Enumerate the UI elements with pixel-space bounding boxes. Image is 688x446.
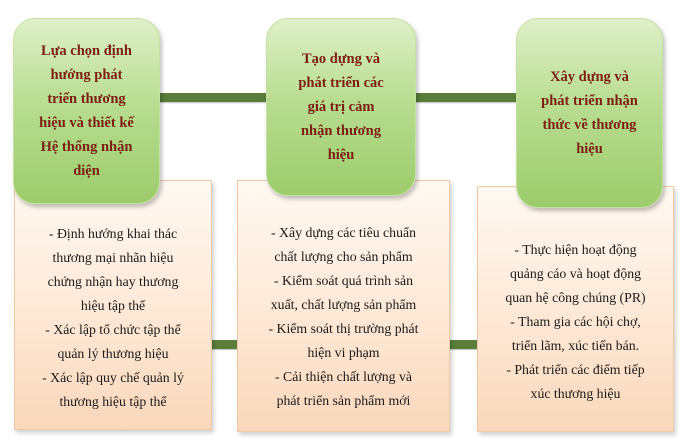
step-2-details-box xyxy=(237,180,450,432)
step-3-details: - Thực hiện hoạt động quảng cáo và hoạt động quan hệ công chúng (PR) - Tham gia các hội chợ, triển lãm, xúc tiến bán. - Phát triển các điểm tiếp xúc thương hiệu xyxy=(505,242,646,401)
top-connector-right xyxy=(400,93,530,102)
step-1-header xyxy=(13,18,160,204)
step-2-details: - Xây dựng các tiêu chuẩn chất lượng cho sản phẩm - Kiểm soát quá trình sản xuất, chất lượng sản phẩm - Kiểm soát thị trường phát hiện vi phạm - Cải thiện chất lượng và phát triển sản phẩm mới xyxy=(268,225,419,408)
step-3-title: Xây dựng và phát triển nhận thức về thương hiệu xyxy=(541,69,638,157)
step-3-details-box xyxy=(477,186,674,432)
step-2-title: Tạo dựng và phát triển các giá trị cảm nhận thương hiệu xyxy=(298,51,384,163)
step-1-title: Lựa chọn định hướng phát triển thương hiệu và thiết kế Hệ thống nhận diện xyxy=(39,43,134,179)
top-connector-left xyxy=(150,93,280,102)
step-1-details-box xyxy=(14,180,212,430)
step-2-header xyxy=(266,18,416,196)
step-3-header xyxy=(516,18,663,208)
step-1-details: - Định hướng khai thác thương mại nhãn hiệu chứng nhận hay thương hiệu tập thể - Xác lập tổ chức tập thể quản lý thương hiệu - Xác lập quy chế quản lý thương hiệu tập thể xyxy=(42,226,184,409)
